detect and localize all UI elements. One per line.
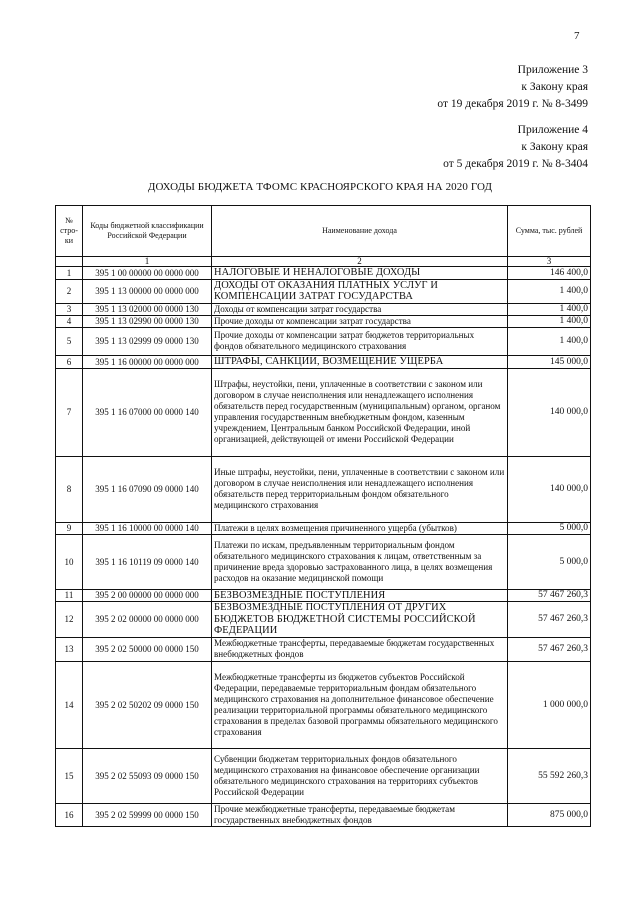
table-row bbox=[56, 267, 591, 280]
table-row bbox=[56, 315, 591, 327]
document-title: ДОХОДЫ БЮДЖЕТА ТФОМС КРАСНОЯРСКОГО КРАЯ НА 2020 ГОД bbox=[147, 181, 493, 193]
budget-code: 395 2 02 50202 09 0000 150 bbox=[83, 661, 212, 748]
table-row bbox=[56, 534, 591, 589]
table-row bbox=[56, 803, 591, 826]
page-number: 7 bbox=[574, 30, 580, 42]
table-row bbox=[56, 602, 591, 638]
budget-code: 395 1 16 07090 09 0000 140 bbox=[83, 456, 212, 522]
income-amount: 5 000,0 bbox=[508, 522, 591, 534]
budget-code: 395 1 13 00000 00 0000 000 bbox=[83, 279, 212, 303]
row-number: 12 bbox=[56, 602, 83, 638]
income-name: НАЛОГОВЫЕ И НЕНАЛОГОВЫЕ ДОХОДЫ bbox=[212, 267, 508, 280]
income-amount: 875 000,0 bbox=[508, 803, 591, 826]
column-number-1: 1 bbox=[83, 257, 212, 267]
budget-code: 395 2 02 00000 00 0000 000 bbox=[83, 602, 212, 638]
row-number: 9 bbox=[56, 522, 83, 534]
row-number: 13 bbox=[56, 637, 83, 661]
income-amount: 55 592 260,3 bbox=[508, 748, 591, 803]
income-amount: 5 000,0 bbox=[508, 534, 591, 589]
table-row bbox=[56, 355, 591, 368]
income-amount: 57 467 260,3 bbox=[508, 637, 591, 661]
income-amount: 140 000,0 bbox=[508, 456, 591, 522]
row-number: 7 bbox=[56, 368, 83, 456]
budget-code: 395 1 16 00000 00 0000 000 bbox=[83, 355, 212, 368]
budget-code: 395 2 02 59999 00 0000 150 bbox=[83, 803, 212, 826]
appendix-3-header bbox=[437, 62, 588, 113]
budget-code: 395 2 02 50000 00 0000 150 bbox=[83, 637, 212, 661]
income-name: Межбюджетные трансферты из бюджетов субъектов Российской Федерации, передаваемые территориальным фондам обязательного медицинского страхования на дополнительное финансовое обеспечение реализации территориальной программы обязательного медицинского страхования в пределах базовой программы обязательного медицинского страхования bbox=[212, 661, 508, 748]
income-amount: 1 400,0 bbox=[508, 279, 591, 303]
appendix-4-title: Приложение 4 bbox=[517, 124, 588, 136]
income-name: БЕЗВОЗМЕЗДНЫЕ ПОСТУПЛЕНИЯ bbox=[212, 589, 508, 602]
income-amount: 1 400,0 bbox=[508, 315, 591, 327]
income-name: БЕЗВОЗМЕЗДНЫЕ ПОСТУПЛЕНИЯ ОТ ДРУГИХ БЮДЖЕТОВ БЮДЖЕТНОЙ СИСТЕМЫ РОССИЙСКОЙ ФЕДЕРАЦИИ bbox=[212, 602, 508, 638]
column-number-2: 2 bbox=[212, 257, 508, 267]
budget-code: 395 2 00 00000 00 0000 000 bbox=[83, 589, 212, 602]
row-number: 6 bbox=[56, 355, 83, 368]
budget-code: 395 1 00 00000 00 0000 000 bbox=[83, 267, 212, 280]
income-amount: 145 000,0 bbox=[508, 355, 591, 368]
income-name: ДОХОДЫ ОТ ОКАЗАНИЯ ПЛАТНЫХ УСЛУГ И КОМПЕНСАЦИИ ЗАТРАТ ГОСУДАРСТВА bbox=[212, 279, 508, 303]
budget-code: 395 1 16 10000 00 0000 140 bbox=[83, 522, 212, 534]
budget-code: 395 1 13 02990 00 0000 130 bbox=[83, 315, 212, 327]
income-name: Штрафы, неустойки, пени, уплаченные в соответствии с законом или договором в случае неисполнения или ненадлежащего исполнения обязательств перед государственным (муниципальным) органом, органом управления государственным внебюджетным фондом, казенным учреждением, Центральным банком Российской Федерации, иной организацией, действующей от имени Российской Федерации bbox=[212, 368, 508, 456]
income-name: Иные штрафы, неустойки, пени, уплаченные в соответствии с законом или договором в случае неисполнения или ненадлежащего исполнения обязательств перед территориальным фондом обязательного медицинского страхования bbox=[212, 456, 508, 522]
income-name: Субвенции бюджетам территориальных фондов обязательного медицинского страхования на финансовое обеспечение организации обязательного медицинского страхования на территориях субъектов Российской Федерации bbox=[212, 748, 508, 803]
table-row bbox=[56, 637, 591, 661]
budget-code: 395 1 13 02999 09 0000 130 bbox=[83, 327, 212, 355]
appendix-4-header bbox=[443, 122, 588, 173]
column-number-3: 3 bbox=[508, 257, 591, 267]
appendix-3-law: к Закону края bbox=[521, 81, 588, 93]
table-row bbox=[56, 279, 591, 303]
table-row bbox=[56, 748, 591, 803]
table-row bbox=[56, 327, 591, 355]
income-amount: 146 400,0 bbox=[508, 267, 591, 280]
table-header-row bbox=[56, 206, 591, 257]
appendix-4-date: от 5 декабря 2019 г. № 8-3404 bbox=[443, 158, 588, 170]
row-number: 3 bbox=[56, 303, 83, 315]
appendix-3-title: Приложение 3 bbox=[517, 64, 588, 76]
income-amount: 1 000 000,0 bbox=[508, 661, 591, 748]
table-row bbox=[56, 368, 591, 456]
row-number: 1 bbox=[56, 267, 83, 280]
income-name: Платежи в целях возмещения причиненного ущерба (убытков) bbox=[212, 522, 508, 534]
row-number: 16 bbox=[56, 803, 83, 826]
income-table-body bbox=[56, 267, 591, 827]
income-name: Прочие межбюджетные трансферты, передаваемые бюджетам государственных внебюджетных фондов bbox=[212, 803, 508, 826]
income-table bbox=[55, 205, 591, 827]
table-row bbox=[56, 661, 591, 748]
table-row bbox=[56, 522, 591, 534]
header-code: Коды бюджетной классификации Российской Федерации bbox=[83, 206, 212, 257]
income-amount: 1 400,0 bbox=[508, 327, 591, 355]
appendix-3-date: от 19 декабря 2019 г. № 8-3499 bbox=[437, 98, 588, 110]
income-name: ШТРАФЫ, САНКЦИИ, ВОЗМЕЩЕНИЕ УЩЕРБА bbox=[212, 355, 508, 368]
income-name: Прочие доходы от компенсации затрат бюджетов территориальных фондов обязательного медицинского страхования bbox=[212, 327, 508, 355]
budget-code: 395 1 16 07000 00 0000 140 bbox=[83, 368, 212, 456]
income-amount: 140 000,0 bbox=[508, 368, 591, 456]
budget-code: 395 2 02 55093 09 0000 150 bbox=[83, 748, 212, 803]
income-amount: 1 400,0 bbox=[508, 303, 591, 315]
income-amount: 57 467 260,3 bbox=[508, 589, 591, 602]
row-number: 10 bbox=[56, 534, 83, 589]
column-number-row bbox=[56, 257, 591, 267]
table-row bbox=[56, 303, 591, 315]
row-number: 5 bbox=[56, 327, 83, 355]
row-number: 4 bbox=[56, 315, 83, 327]
budget-code: 395 1 16 10119 09 0000 140 bbox=[83, 534, 212, 589]
table-row bbox=[56, 589, 591, 602]
budget-code: 395 1 13 02000 00 0000 130 bbox=[83, 303, 212, 315]
header-name: Наименование дохода bbox=[212, 206, 508, 257]
appendix-4-law: к Закону края bbox=[521, 141, 588, 153]
income-name: Межбюджетные трансферты, передаваемые бюджетам государственных внебюджетных фондов bbox=[212, 637, 508, 661]
row-number: 11 bbox=[56, 589, 83, 602]
row-number: 15 bbox=[56, 748, 83, 803]
income-name: Доходы от компенсации затрат государства bbox=[212, 303, 508, 315]
income-amount: 57 467 260,3 bbox=[508, 602, 591, 638]
header-amount: Сумма, тыс. рублей bbox=[508, 206, 591, 257]
row-number: 2 bbox=[56, 279, 83, 303]
row-number: 8 bbox=[56, 456, 83, 522]
income-name: Платежи по искам, предъявленным территориальным фондом обязательного медицинского страхования к лицам, ответственным за причинение вреда здоровью застрахованного лица, в целях возмещения расходов на оказание медицинской помощи bbox=[212, 534, 508, 589]
header-row-number: № стро-ки bbox=[56, 206, 83, 257]
table-row bbox=[56, 456, 591, 522]
row-number: 14 bbox=[56, 661, 83, 748]
income-name: Прочие доходы от компенсации затрат государства bbox=[212, 315, 508, 327]
column-number-empty bbox=[56, 257, 83, 267]
